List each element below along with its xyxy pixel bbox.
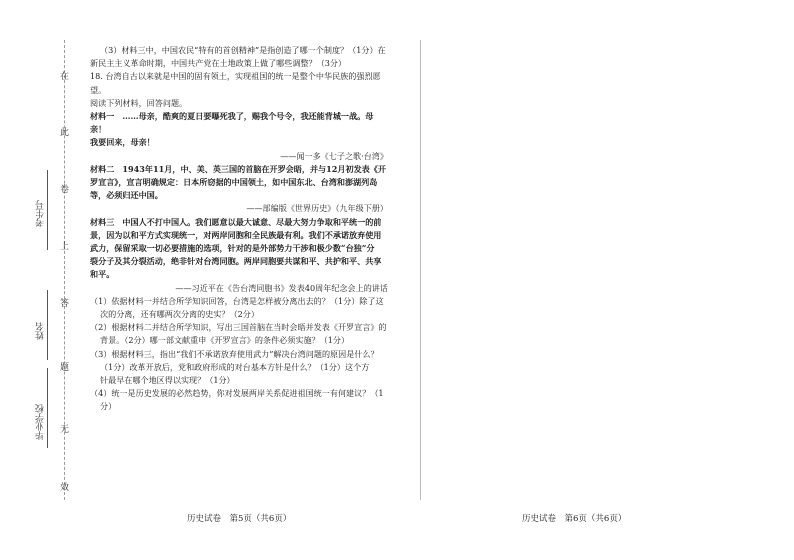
school-line — [47, 368, 48, 448]
material-2-line3: 等，必须归还中国。 — [90, 190, 163, 201]
material-3-source: ——习近平在《告台湾同胞书》发表40周年纪念会上的讲话 — [175, 282, 388, 293]
q18-sub2-line2: 背景。（2分）哪一部文献重申《开罗宣言》的条件必须实施？（1分） — [100, 335, 350, 346]
q18-intro-line1: 18. 台湾自古以来就是中国的固有领土，实现祖国的统一是整个中华民族的强烈愿望。 — [90, 71, 381, 95]
material-2-line1: 材料二 1943年11月，中、美、英三国的首脑在开罗会晤，并与12月初发表《开 — [90, 163, 386, 174]
material-1-line2: 我要回来，母亲！ — [90, 137, 155, 148]
exam-number-line — [47, 170, 48, 250]
material-3-line2: 景，因为以和平方式实现统一，对两岸同胞和全民族最有利。我们不承诺放弃使用 — [90, 229, 382, 240]
material-3-line4: 裂分子及其分裂活动，绝非针对台湾同胞。两岸同胞要共谋和平、共护和平、共享 — [90, 256, 382, 267]
q18-sub2-line1: （2）根据材料二并结合所学知识，写出三国首脑在当时会晤并发表《开罗宣言》的 — [90, 322, 387, 333]
margin-word-3: 卷 — [60, 185, 70, 195]
q18-sub3-line1: （3）根据材料三，指出“我们不承诺放弃使用武力”解决台湾问题的原因是什么？ — [90, 348, 379, 359]
q18-sub1-line1: （1）依据材料一并结合所学知识回答，台湾是怎样被分离出去的？（1分）除了这 — [90, 295, 384, 306]
material-2-source: ——部编版《世界历史》（九年级下册） — [246, 203, 388, 214]
material-1-line1: 材料一 ……母亲，酷爽的夏日要曝死我了，赐我个号令，我还能背城一战。母亲！ — [90, 111, 374, 135]
material-3-line3: 武力，保留采取一切必要措施的选项，针对的是外部势力干涉和极少数“台独”分 — [90, 243, 375, 254]
q18-sub3-line3: 针最早在哪个地区得以实现？（1分） — [100, 375, 235, 386]
material-3-line5: 和平。 — [90, 269, 115, 280]
q18-sub4-line1: （4）统一是历史发展的必然趋势，你对发展两岸关系促进祖国统一有何建议？（1 — [90, 388, 384, 399]
material-1-source: ——闻一多《七子之歌·台湾》 — [280, 150, 388, 161]
question-content — [90, 44, 388, 414]
margin-word-4: 上 — [60, 242, 70, 252]
margin-word-1: 在 — [60, 72, 70, 82]
name-label: 姓名 — [36, 322, 46, 340]
margin-word-2: 此 — [60, 128, 70, 138]
margin-word-5: 答 — [60, 299, 70, 309]
q18-sub1-line2: 次的分离，还有哪两次分离的史实？（2分） — [100, 309, 259, 320]
page-divider — [420, 40, 421, 500]
margin-word-8: 效 — [60, 483, 70, 493]
margin-word-6: 题 — [60, 363, 70, 373]
q18-sub3-line2: （1分）改革开放后，党和政府形成的对台基本方针是什么？（1分）这个方 — [100, 361, 370, 372]
school-label: 毕业学校 — [36, 404, 46, 440]
name-line — [47, 290, 48, 360]
footer-right: 历史试卷 第6页（共6页） — [522, 514, 627, 524]
margin-word-7: 无 — [60, 425, 70, 435]
material-3-line1: 材料三 中国人不打中国人。我们愿意以最大诚意、尽最大努力争取和平统一的前 — [90, 216, 382, 227]
q18-intro-line2: 阅读下列材料，回答问题。 — [90, 97, 188, 108]
q17-part3-line2: 新民主主义革命时期，中国共产党在土地政策上做了哪些调整？（3分） — [90, 58, 347, 69]
exam-number-label: 考生号 — [36, 200, 46, 227]
q18-sub4-line2: 分） — [100, 401, 117, 412]
footer-left: 历史试卷 第5页（共6页） — [187, 514, 292, 524]
material-2-line2: 罗宣言》，宣言明确规定：日本所窃据的中国领土，如中国东北、台湾和澎湖列岛 — [90, 177, 378, 188]
q17-part3-line1: （3）材料三中，中国农民“特有的首创精神”是指创造了哪一个制度？（1分）在 — [100, 45, 386, 55]
